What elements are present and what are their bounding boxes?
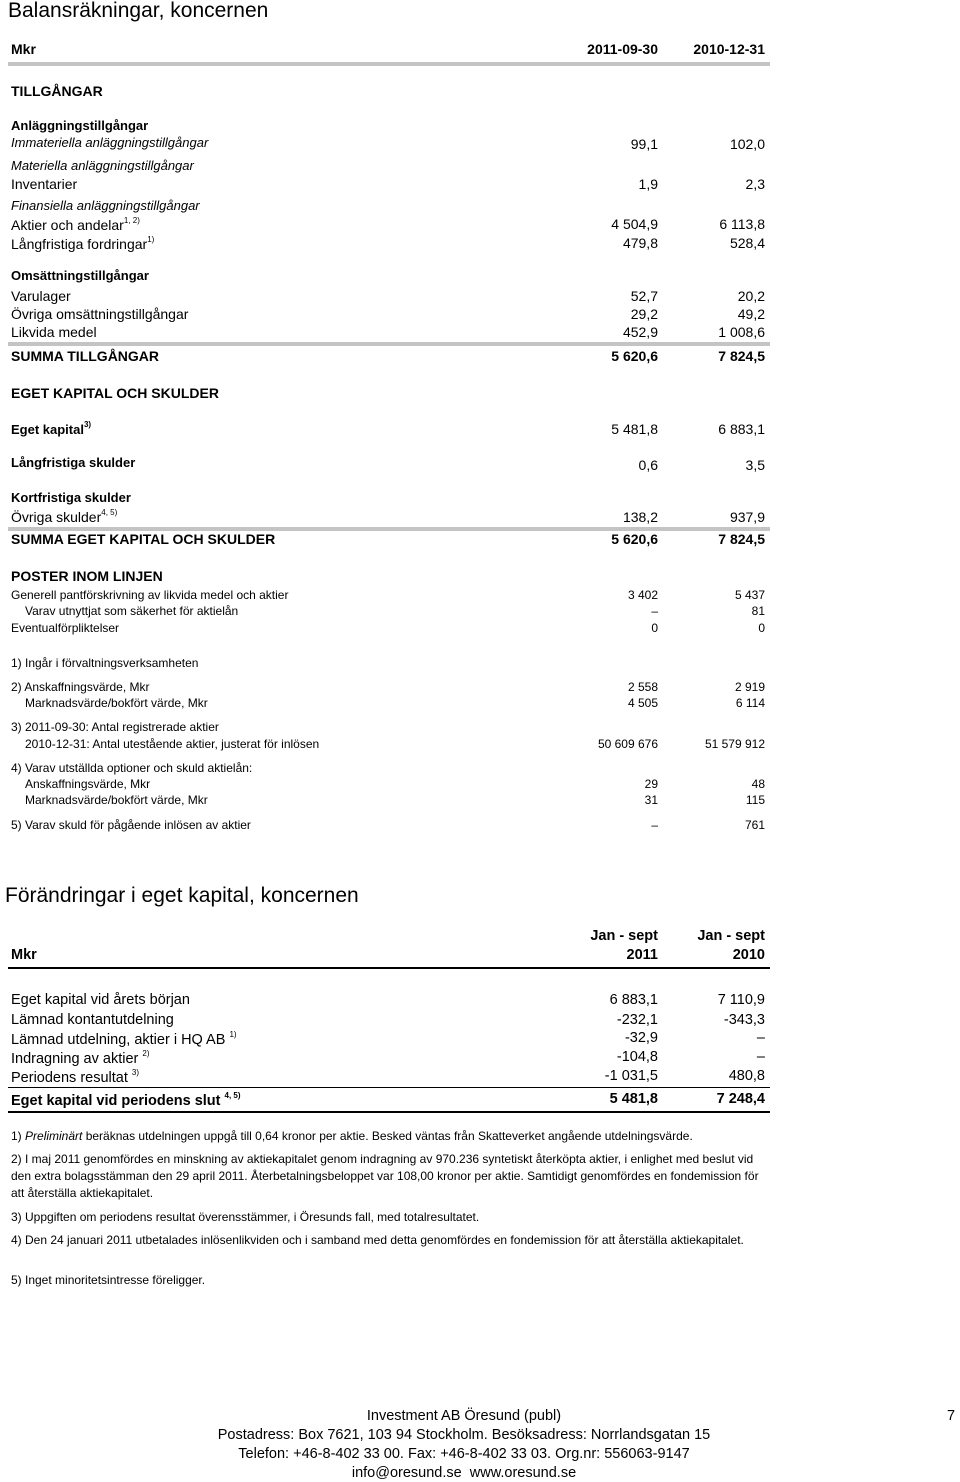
- lt-receivables-label: Långfristiga fordringar$^{1)}$: [11, 235, 155, 252]
- ec-col1-year: 2011: [626, 947, 658, 963]
- ec-header-rule: [8, 967, 770, 969]
- ec-footnote-5: 5) Inget minoritetsintresse föreligger.: [11, 1273, 206, 1287]
- note3b-label: 2010-12-31: Antal utestående aktier, justerat för inlösen: [25, 737, 320, 751]
- ec-footnote-1: 1) Preliminärt beräknas utdelningen uppgå till 0,64 kronor per aktie. Besked väntas från Skatteverket angående utdelningsvärde.: [11, 1129, 693, 1143]
- eq-liab-heading: EGET KAPITAL OCH SKULDER: [11, 385, 219, 401]
- note4b-v1: 31: [644, 793, 658, 807]
- balance-col1-header: 2011-09-30: [587, 41, 658, 57]
- other-debt-v2: 937,9: [729, 509, 765, 525]
- ec-col2-period: Jan - sept: [697, 928, 765, 944]
- note2b-v1: 4 505: [627, 696, 658, 710]
- note3-v2: 51 579 912: [704, 737, 765, 751]
- lt-debt-v1: 0,6: [638, 457, 658, 473]
- ec-row-v2: 7 110,9: [717, 992, 765, 1008]
- note3-v1: 50 609 676: [597, 737, 658, 751]
- ec-footnote-3: 3) Uppgiften om periodens resultat överensstämmer, i Öresunds fall, med totalresultatet.: [11, 1210, 480, 1224]
- lt-debt-label: Långfristiga skulder: [11, 455, 136, 470]
- ec-row-v2: –: [756, 1030, 765, 1046]
- note5-v1: –: [651, 818, 658, 832]
- cash-v2: 1 008,6: [718, 324, 765, 340]
- footer-web[interactable]: www.oresund.se: [469, 1465, 577, 1481]
- lt-receivables-v2: 528,4: [729, 235, 765, 251]
- total-assets-v1: 5 620,6: [611, 348, 658, 364]
- other-current-v2: 49,2: [737, 306, 765, 322]
- cash-label: Likvida medel: [11, 324, 97, 340]
- footer-company: Investment AB Öresund (publ): [366, 1408, 562, 1424]
- note3-label: 3) 2011-09-30: Antal registrerade aktier: [11, 720, 219, 734]
- intangible-v2: 102,0: [729, 136, 765, 152]
- shares-label: Aktier och andelar$^{1, 2)}$: [11, 216, 140, 233]
- total-eq-liab-v1: 5 620,6: [611, 531, 658, 547]
- ec-total-label: Eget kapital vid periodens slut $^{4, 5)}$: [11, 1091, 241, 1109]
- note2-v2: 2 919: [734, 680, 765, 694]
- stock-v2: 20,2: [737, 288, 765, 304]
- equity-label: Eget kapital$^{3)}$: [11, 420, 92, 437]
- note4-label: 4) Varav utställda optioner och skuld aktielån:: [11, 761, 253, 775]
- ec-footnote-2: 2) I maj 2011 genomfördes en minskning av aktiekapitalet genom indragning av 970.236 syntetiskt återköpta aktier, i enlighet med beslut vid den extra bolagsstämman den 29 april 2011. Återbetalningsbeloppet var 108,00 kronor per aktie. Samtidigt genomfördes en fondemission för att återställa aktiekapitalet.: [11, 1152, 759, 1200]
- lt-debt-v2: 3,5: [745, 457, 765, 473]
- note4a-v1: 29: [644, 777, 658, 791]
- note2-v1: 2 558: [627, 680, 658, 694]
- balance-mkr-header: Mkr: [11, 41, 36, 57]
- ec-row-v1: -232,1: [616, 1012, 658, 1028]
- header-rule: [8, 62, 770, 66]
- total-assets-v2: 7 824,5: [718, 348, 765, 364]
- st-debt-heading: Kortfristiga skulder: [11, 490, 131, 505]
- tangible-label: Materiella anläggningstillgångar: [11, 158, 194, 173]
- ec-footnote-4: 4) Den 24 januari 2011 utbetalades inlösenlikviden och i samband med detta genomfördes en fondemission för att återställa aktiekapitalet.: [11, 1233, 744, 1247]
- other-debt-label: Övriga skulder$^{4, 5)}$: [11, 508, 118, 525]
- page-number: 7: [947, 1408, 956, 1424]
- ec-row-v1: -32,9: [624, 1030, 658, 1046]
- ec-total-rule: [8, 1087, 770, 1088]
- assets-heading: TILLGÅNGAR: [11, 83, 103, 99]
- total-eq-liab-label: SUMMA EGET KAPITAL OCH SKULDER: [11, 531, 276, 547]
- equity-v1: 5 481,8: [611, 421, 658, 437]
- contingent-v2: 0: [758, 621, 765, 635]
- ec-row-v2: –: [756, 1049, 765, 1065]
- note4b-label: Marknadsvärde/bokfört värde, Mkr: [25, 793, 208, 807]
- fixed-assets-heading: Anläggningstillgångar: [11, 118, 149, 133]
- note2b-label: Marknadsvärde/bokfört värde, Mkr: [25, 696, 208, 710]
- balance-title: Balansräkningar, koncernen: [8, 0, 269, 22]
- stock-label: Varulager: [11, 288, 71, 304]
- balance-col2-header: 2010-12-31: [693, 41, 765, 57]
- total-assets-rule: [8, 342, 770, 346]
- ec-col2-year: 2010: [732, 947, 765, 963]
- note4a-v2: 48: [751, 777, 765, 791]
- note5-label: 5) Varav skuld för pågående inlösen av aktier: [11, 818, 251, 832]
- note4b-v2: 115: [745, 793, 765, 807]
- ec-row-v1: -104,8: [616, 1049, 658, 1065]
- shares-v1: 4 504,9: [611, 216, 658, 232]
- pledge-v1: 3 402: [627, 588, 658, 602]
- pledge-label: Generell pantförskrivning av likvida medel och aktier: [11, 588, 289, 602]
- ec-col1-period: Jan - sept: [590, 928, 658, 944]
- ec-row-label: Eget kapital vid årets början: [11, 992, 190, 1008]
- ec-total-v2: 7 248,4: [716, 1091, 765, 1107]
- intangible-v1: 99,1: [630, 136, 658, 152]
- financial-label: Finansiella anläggningstillgångar: [11, 198, 200, 213]
- pledge-loan-v1: –: [651, 604, 658, 618]
- ec-mkr-header: Mkr: [11, 947, 37, 963]
- ec-row-label: Lämnad kontantutdelning: [11, 1012, 174, 1028]
- equity-v2: 6 883,1: [718, 421, 765, 437]
- intangible-label: Immateriella anläggningstillgångar: [11, 135, 209, 150]
- ec-row-v1: -1 031,5: [604, 1068, 658, 1084]
- footer-phone: Telefon: +46-8-402 33 00. Fax: +46-8-402 33 03. Org.nr: 556063-9147: [238, 1446, 690, 1462]
- inventory-v2: 2,3: [745, 176, 765, 192]
- pledge-loan-label: Varav utnyttjat som säkerhet för aktielån: [25, 604, 239, 618]
- ec-row-v2: -343,3: [723, 1012, 765, 1028]
- ec-row-label: Indragning av aktier $^{2)}$: [11, 1049, 150, 1067]
- other-debt-v1: 138,2: [622, 509, 658, 525]
- contingent-v1: 0: [651, 621, 658, 635]
- ec-total-v1: 5 481,8: [609, 1091, 658, 1107]
- inventory-label: Inventarier: [11, 176, 78, 192]
- equity-changes-title: Förändringar i eget kapital, koncernen: [5, 884, 359, 907]
- note5-v2: 761: [744, 818, 765, 832]
- shares-v2: 6 113,8: [719, 216, 765, 232]
- note2b-v2: 6 114: [735, 696, 765, 710]
- footer-address: Postadress: Box 7621, 103 94 Stockholm. Besöksadress: Norrlandsgatan 15: [217, 1427, 711, 1443]
- note4a-label: Anskaffningsvärde, Mkr: [25, 777, 151, 791]
- stock-v1: 52,7: [630, 288, 658, 304]
- ec-row-v1: 6 883,1: [609, 992, 658, 1008]
- other-current-v1: 29,2: [630, 306, 658, 322]
- other-current-label: Övriga omsättningstillgångar: [11, 306, 189, 322]
- total-assets-label: SUMMA TILLGÅNGAR: [11, 348, 160, 364]
- inventory-v1: 1,9: [638, 176, 658, 192]
- footer-email[interactable]: info@oresund.se: [351, 1465, 462, 1481]
- footer-contact: [154, 1465, 774, 1481]
- pledge-v2: 5 437: [734, 588, 765, 602]
- lt-receivables-v1: 479,8: [622, 235, 658, 251]
- total-eq-liab-v2: 7 824,5: [718, 531, 765, 547]
- ec-row-v2: 480,8: [728, 1068, 765, 1084]
- ec-row-label: Lämnad utdelning, aktier i HQ AB $^{1)}$: [11, 1030, 237, 1048]
- pledge-loan-v2: 81: [751, 604, 765, 618]
- ec-row-label: Periodens resultat $^{3)}$: [11, 1068, 140, 1086]
- ec-bottom-rule: [8, 1111, 770, 1113]
- off-balance-heading: POSTER INOM LINJEN: [11, 568, 163, 584]
- note1: 1) Ingår i förvaltningsverksamheten: [11, 656, 199, 670]
- note2-label: 2) Anskaffningsvärde, Mkr: [11, 680, 150, 694]
- contingent-label: Eventualförpliktelser: [11, 621, 120, 635]
- current-assets-heading: Omsättningstillgångar: [11, 268, 149, 283]
- cash-v1: 452,9: [622, 324, 658, 340]
